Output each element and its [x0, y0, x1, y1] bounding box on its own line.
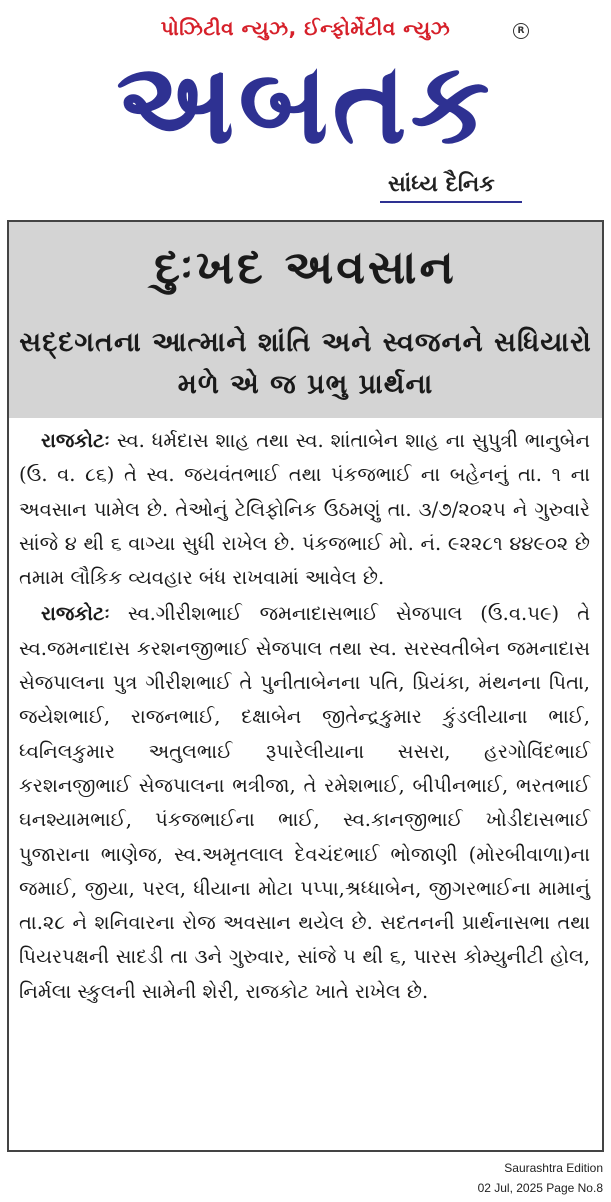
masthead-divider: [380, 201, 522, 203]
notice-item: [19, 597, 590, 1009]
notice-place: રાજકોટઃ: [41, 429, 110, 452]
notice-text: સ્વ.ગીરીશભાઈ જમનાદાસભાઈ સેજપાલ (ઉ.વ.૫૯) તે સ્વ.જમનાદાસ કરશનજીભાઈ સેજપાલ તથા સ્વ. સરસ્વતીબેન જમનાદાસ સેજપાલના પુત્ર ગીરીશભાઈ તે પુનીતાબેનના પતિ, પ્રિયંકા, મંથનના પિતા, જયેશભાઈ, રાજનભાઈ, દક્ષાબેન જીતેન્દ્રકુમાર કુંડલીયાના ભાઈ, ધ્વનિલકુમાર અતુલભાઈ રૂપારેલીયાના સસરા, હરગોવિંદભાઈ કરશનજીભાઈ સેજપાલના ભત્રીજા, તે રમેશભાઈ, બીપીનભાઈ, ભરતભાઈ ઘનશ્યામભાઈ, પંકજભાઈના ભાઈ, સ્વ.કાનજીભાઈ ખોડીદાસભાઈ પુજારાના ભાણેજ, સ્વ.અમૃતલાલ દેવચંદભાઈ ભોજાણી (મોરબીવાળા)ના જમાઈ, જીયા, પરલ, ધીયાના મોટા પપ્પા,શ્રધ્ધાબેન, જીગરભાઈના મામાનું તા.૨૮ ને શનિવારના રોજ અવસાન થયેલ છે. સદતનની પ્રાર્થનાસભા તથા પિયરપક્ષની સાદડી તા ૩ને ગુરુવાર, સાંજે ૫ થી ૬, પારસ કોમ્યુનીટી હોલ, નિર્મલા સ્કુલની સામેની શેરી, રાજકોટ ખાતે રાખેલ છે.: [19, 602, 590, 1003]
notice-text: સ્વ. ધર્મદાસ શાહ તથા સ્વ. શાંતાબેન શાહ ના સુપુત્રી ભાનુબેન (ઉ. વ. ૮૬) તે સ્વ. જયવંતભાઈ તથા પંકજભાઈ ના બહેનનું તા. ૧ ના અવસાન પામેલ છે. તેઓનું ટેલિફોનિક ઉઠમણું તા. ૩/૭/૨૦૨૫ ને ગુરુવારે સાંજે ૪ થી ૬ વાગ્યા સુધી રાખેલ છે. પંકજભાઈ મો. નં. ૯૨૨૮૧ ૪૪૯૦૨ છે તમામ લૌકિક વ્યવહાર બંધ રાખવામાં આવેલ છે.: [19, 429, 590, 590]
headline: દુઃખદ અવસાન: [154, 240, 457, 294]
obituary-clipping: [7, 220, 604, 1152]
masthead: [0, 0, 611, 210]
subheadline: સદ્દગતના આત્માને શાંતિ અને સ્વજનને સધિયારો મળે એ જ પ્રભુ પ્રાર્થના: [19, 327, 592, 400]
registered-mark-icon: R: [513, 23, 529, 39]
footer-date-page: 02 Jul, 2025 Page No.8: [477, 1181, 603, 1195]
newspaper-logo: અબતક: [116, 39, 494, 169]
edition-type-label: સાંધ્ય દૈનિક: [388, 172, 495, 197]
notice-item: [19, 424, 590, 595]
masthead-tagline: પોઝિટીવ ન્યુઝ, ઈન્ફોર્મેટીવ ન્યુઝ: [160, 16, 451, 40]
clipping-header: [9, 222, 602, 418]
notice-place: રાજકોટઃ: [41, 602, 110, 626]
notices-list: [9, 418, 602, 1009]
footer-edition: Saurashtra Edition: [504, 1161, 603, 1175]
page-footer: [478, 1158, 603, 1198]
